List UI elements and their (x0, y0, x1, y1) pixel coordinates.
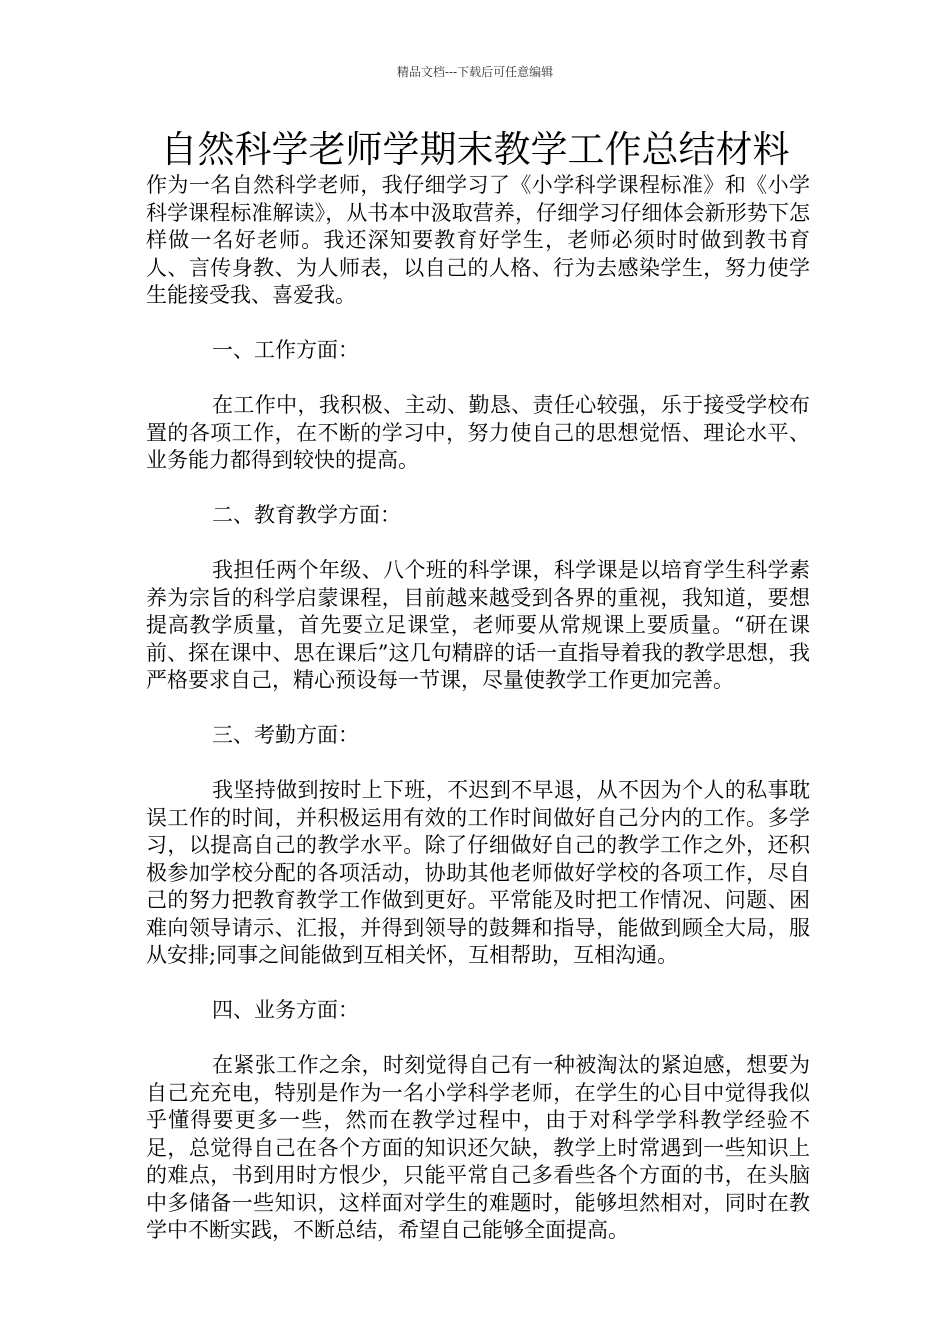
intro-paragraph: 作为一名自然科学老师，我仔细学习了《小学科学课程标准》和《小学科学课程标准解读》，从书本中汲取营养，仔细学习仔细体会新形势下怎样做一名好老师。我还深知要教育好学生，老师必须时时做到教书育人、言传身教、为人师表，以自己的人格、行为去感染学生，努力使学生能接受我、喜爱我。 (146, 173, 810, 307)
section-heading-attendance: 三、考勤方面： (212, 723, 359, 747)
section-body-teaching: 我担任两个年级、八个班的科学课，科学课是以培育学生科学素养为宗旨的科学启蒙课程，目前越来越受到各界的重视，我知道，要想提高教学质量，首先要立足课堂，老师要从常规课上要质量。“研在课前、探在课中、思在课后”这几句精辟的话一直指导着我的教学思想，我严格要求自己，精心预设每一节课，尽量使教学工作更加完善。 (146, 558, 810, 692)
section-heading-professional: 四、业务方面： (212, 998, 359, 1022)
page-header: 精品文档---下载后可任意编辑 (396, 65, 554, 79)
section-body-attendance: 我坚持做到按时上下班，不迟到不早退，从不因为个人的私事耽误工作的时间，并积极运用有效的工作时间做好自己分内的工作。多学习，以提高自己的教学水平。除了仔细做好自己的教学工作之外，还积极参加学校分配的各项活动，协助其他老师做好学校的各项工作，尽自己的努力把教育教学工作做到更好。平常能及时把工作情况、问题、困难向领导请示、汇报，并得到领导的鼓舞和指导，能做到顾全大局，服从安排;同事之间能做到互相关怀，互相帮助，互相沟通。 (146, 778, 810, 967)
section-heading-teaching: 二、教育教学方面： (212, 503, 401, 527)
section-heading-work: 一、工作方面： (212, 338, 359, 362)
section-body-work: 在工作中，我积极、主动、勤恳、责任心较强，乐于接受学校布置的各项工作，在不断的学习中，努力使自己的思想觉悟、理论水平、业务能力都得到较快的提高。 (146, 393, 810, 472)
section-body-professional: 在紧张工作之余，时刻觉得自己有一种被淘汰的紧迫感，想要为自己充充电，特别是作为一名小学科学老师，在学生的心目中觉得我似乎懂得要更多一些，然而在教学过程中，由于对科学学科教学经验不足，总觉得自己在各个方面的知识还欠缺，教学上时常遇到一些知识上的难点，书到用时方恨少，只能平常自己多看些各个方面的书，在头脑中多储备一些知识，这样面对学生的难题时，能够坦然相对，同时在教学中不断实践，不断总结，希望自己能够全面提高。 (146, 1053, 810, 1242)
document-title: 自然科学老师学期末教学工作总结材料 (160, 128, 790, 171)
document-body (146, 172, 810, 1272)
